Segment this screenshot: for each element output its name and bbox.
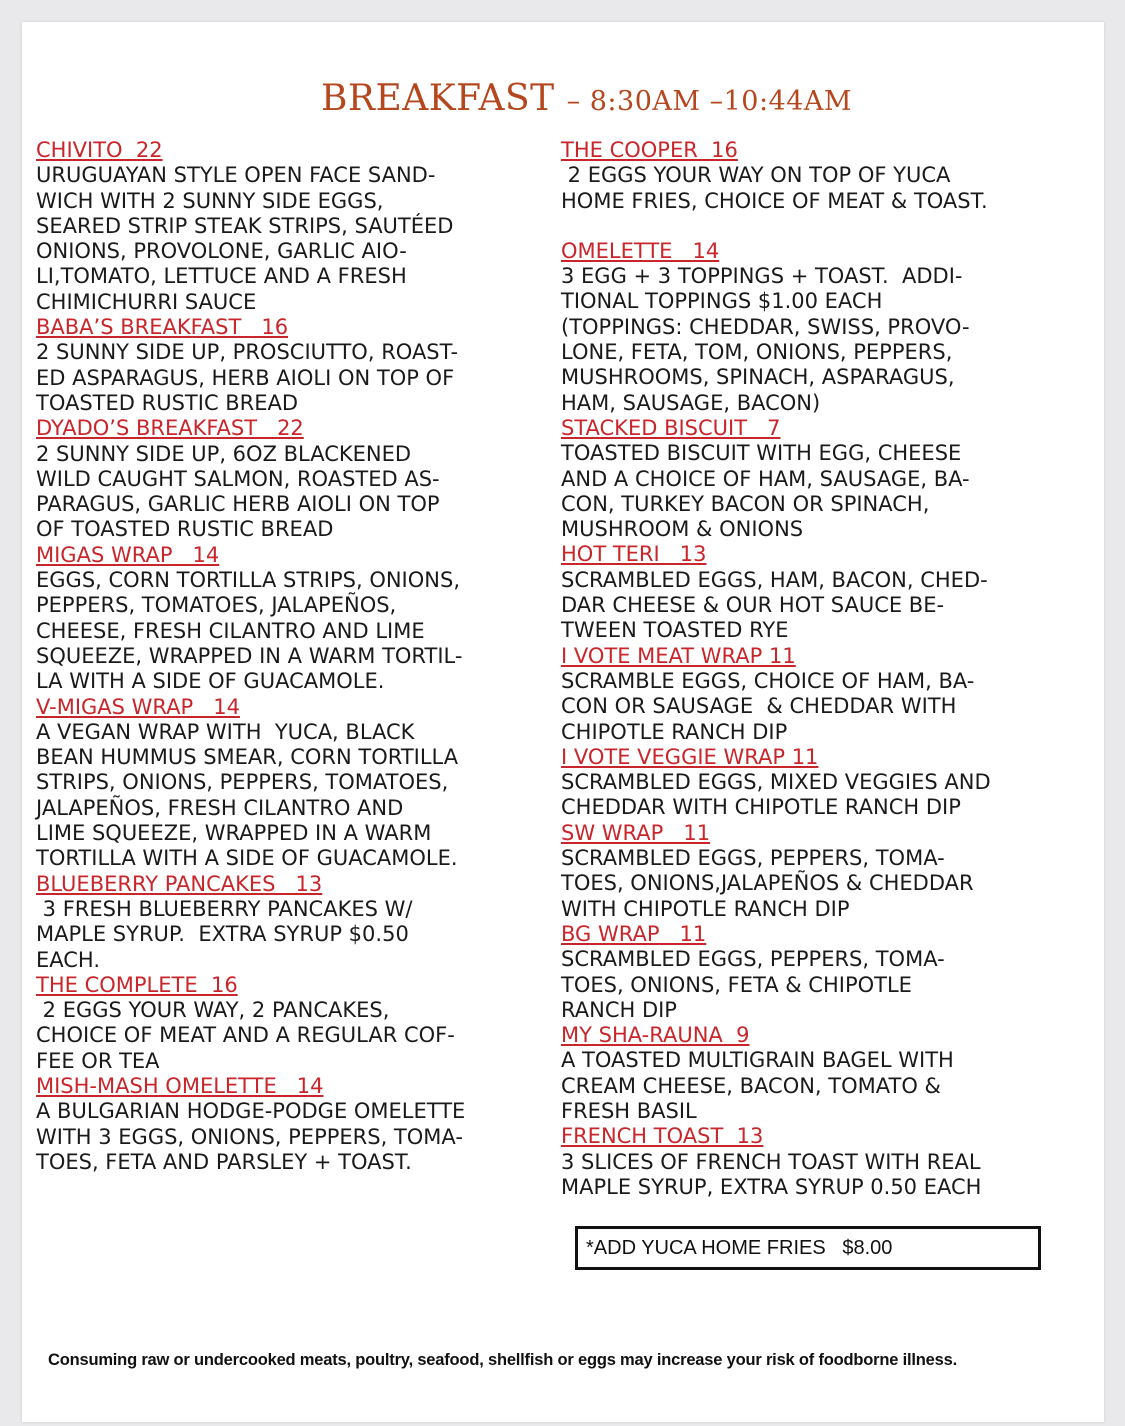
left-column [36, 138, 552, 1175]
item-name: I VOTE MEAT WRAP 11 [561, 643, 796, 668]
menu-item [561, 1023, 1073, 1124]
item-name: V-MIGAS WRAP 14 [36, 694, 240, 719]
item-name: CHIVITO 22 [36, 138, 163, 162]
menu-item [561, 644, 1073, 745]
menu-page [22, 22, 1104, 1422]
item-description: URUGUAYAN STYLE OPEN FACE SAND- WICH WITH 2 SUNNY SIDE EGGS, SEARED STRIP STEAK STRIPS, SAUTÉED ONIONS, PROVOLONE, GARLIC AIO- LI,TOMATO, LETTUCE AND A FRESH CHIMICHURRI SAUCE [36, 163, 454, 314]
item-description: A TOASTED MULTIGRAIN BAGEL WITH CREAM CHEESE, BACON, TOMATO & FRESH BASIL [561, 1048, 954, 1123]
item-name: OMELETTE 14 [561, 238, 720, 263]
item-name: FRENCH TOAST 13 [561, 1124, 764, 1149]
item-description: SCRAMBLE EGGS, CHOICE OF HAM, BA- CON OR SAUSAGE & CHEDDAR WITH CHIPOTLE RANCH DIP [561, 668, 975, 744]
menu-item [36, 416, 552, 542]
item-name: BG WRAP 11 [561, 921, 707, 946]
item-description: SCRAMBLED EGGS, MIXED VEGGIES AND CHEDDAR WITH CHIPOTLE RANCH DIP [561, 770, 991, 820]
item-name: MISH-MASH OMELETTE 14 [36, 1073, 324, 1098]
item-description: 2 EGGS YOUR WAY ON TOP OF YUCA HOME FRIES, CHOICE OF MEAT & TOAST. [561, 163, 988, 213]
item-name: THE COOPER 16 [561, 138, 738, 162]
menu-item [36, 1074, 552, 1175]
item-description: 3 EGG + 3 TOPPINGS + TOAST. ADDI- TIONAL TOPPINGS $1.00 EACH (TOPPINGS: CHEDDAR, SWISS, PROVO- LONE, FETA, TOM, ONIONS, PEPPERS, MUSHROOMS, SPINACH, ASPARAGUS, HAM, SAUSAGE, BACON) [561, 264, 970, 415]
menu-item [561, 1124, 1073, 1200]
item-name: DYADO’S BREAKFAST 22 [36, 416, 304, 441]
item-name: I VOTE VEGGIE WRAP 11 [561, 744, 819, 769]
item-name: HOT TERI 13 [561, 542, 707, 567]
menu-item [561, 138, 1073, 214]
item-description: 2 EGGS YOUR WAY, 2 PANCAKES, CHOICE OF MEAT AND A REGULAR COF- FEE OR TEA [36, 998, 455, 1073]
menu-item [561, 922, 1073, 1023]
menu-item [36, 138, 552, 315]
item-description: SCRAMBLED EGGS, PEPPERS, TOMA- TOES, ONIONS,JALAPEÑOS & CHEDDAR WITH CHIPOTLE RANCH DIP [561, 846, 974, 921]
menu-title [0, 78, 1125, 119]
breakfast-hours: – 8:30AM –10:44AM [566, 86, 853, 117]
item-name: BLUEBERRY PANCAKES 13 [36, 871, 323, 896]
item-description: SCRAMBLED EGGS, HAM, BACON, CHED- DAR CHEESE & OUR HOT SAUCE BE- TWEEN TOASTED RYE [561, 567, 988, 643]
item-description: EGGS, CORN TORTILLA STRIPS, ONIONS, PEPPERS, TOMATOES, JALAPEÑOS, CHEESE, FRESH CILANTRO AND LIME SQUEEZE, WRAPPED IN A WARM TORTIL- LA WITH A SIDE OF GUACAMOLE. [36, 568, 463, 694]
item-name: MY SHA-RAUNA 9 [561, 1023, 750, 1048]
item-description: 2 SUNNY SIDE UP, 6OZ BLACKENED WILD CAUGHT SALMON, ROASTED AS- PARAGUS, GARLIC HERB AIOLI ON TOP OF TOASTED RUSTIC BREAD [36, 441, 440, 542]
menu-item [36, 543, 552, 695]
item-name: SW WRAP 11 [561, 820, 711, 845]
spacer [561, 214, 1073, 239]
item-description: SCRAMBLED EGGS, PEPPERS, TOMA- TOES, ONIONS, FETA & CHIPOTLE RANCH DIP [561, 947, 945, 1022]
menu-item [36, 973, 552, 1074]
item-description: 3 FRESH BLUEBERRY PANCAKES W/ MAPLE SYRUP. EXTRA SYRUP $0.50 EACH. [36, 896, 413, 972]
item-description: TOASTED BISCUIT WITH EGG, CHEESE AND A CHOICE OF HAM, SAUSAGE, BA- CON, TURKEY BACON OR SPINACH, MUSHROOM & ONIONS [561, 441, 970, 542]
menu-item [561, 745, 1073, 821]
item-description: A VEGAN WRAP WITH YUCA, BLACK BEAN HUMMUS SMEAR, CORN TORTILLA STRIPS, ONIONS, PEPPERS, TOMATOES, JALAPEÑOS, FRESH CILANTRO AND LIME SQUEEZE, WRAPPED IN A WARM TORTILLA WITH A SIDE OF GUACAMOLE. [36, 719, 459, 871]
menu-item [561, 416, 1073, 542]
item-description: 3 SLICES OF FRENCH TOAST WITH REAL MAPLE SYRUP, EXTRA SYRUP 0.50 EACH [561, 1149, 982, 1199]
menu-item [36, 315, 552, 416]
item-description: 2 SUNNY SIDE UP, PROSCIUTTO, ROAST- ED ASPARAGUS, HERB AIOLI ON TOP OF TOASTED RUSTIC BREAD [36, 340, 459, 415]
title-text: BREAKFAST [320, 78, 555, 119]
item-name: STACKED BISCUIT 7 [561, 415, 781, 440]
item-name: THE COMPLETE 16 [36, 972, 238, 997]
menu-item [561, 821, 1073, 922]
right-column [561, 138, 1073, 1200]
menu-item [36, 872, 552, 973]
food-safety-disclaimer: Consuming raw or undercooked meats, poultry, seafood, shellfish or eggs may increase your risk of foodborne illness. [48, 1351, 957, 1369]
menu-item [561, 239, 1073, 416]
item-name: MIGAS WRAP 14 [36, 542, 220, 567]
item-description: A BULGARIAN HODGE-PODGE OMELETTE WITH 3 EGGS, ONIONS, PEPPERS, TOMA- TOES, FETA AND PARSLEY + TOAST. [36, 1099, 466, 1174]
menu-item [561, 542, 1073, 643]
menu-item [36, 695, 552, 872]
item-name: BABA’S BREAKFAST 16 [36, 315, 289, 340]
addon-yuca-fries-box: *ADD YUCA HOME FRIES $8.00 [575, 1226, 1041, 1270]
